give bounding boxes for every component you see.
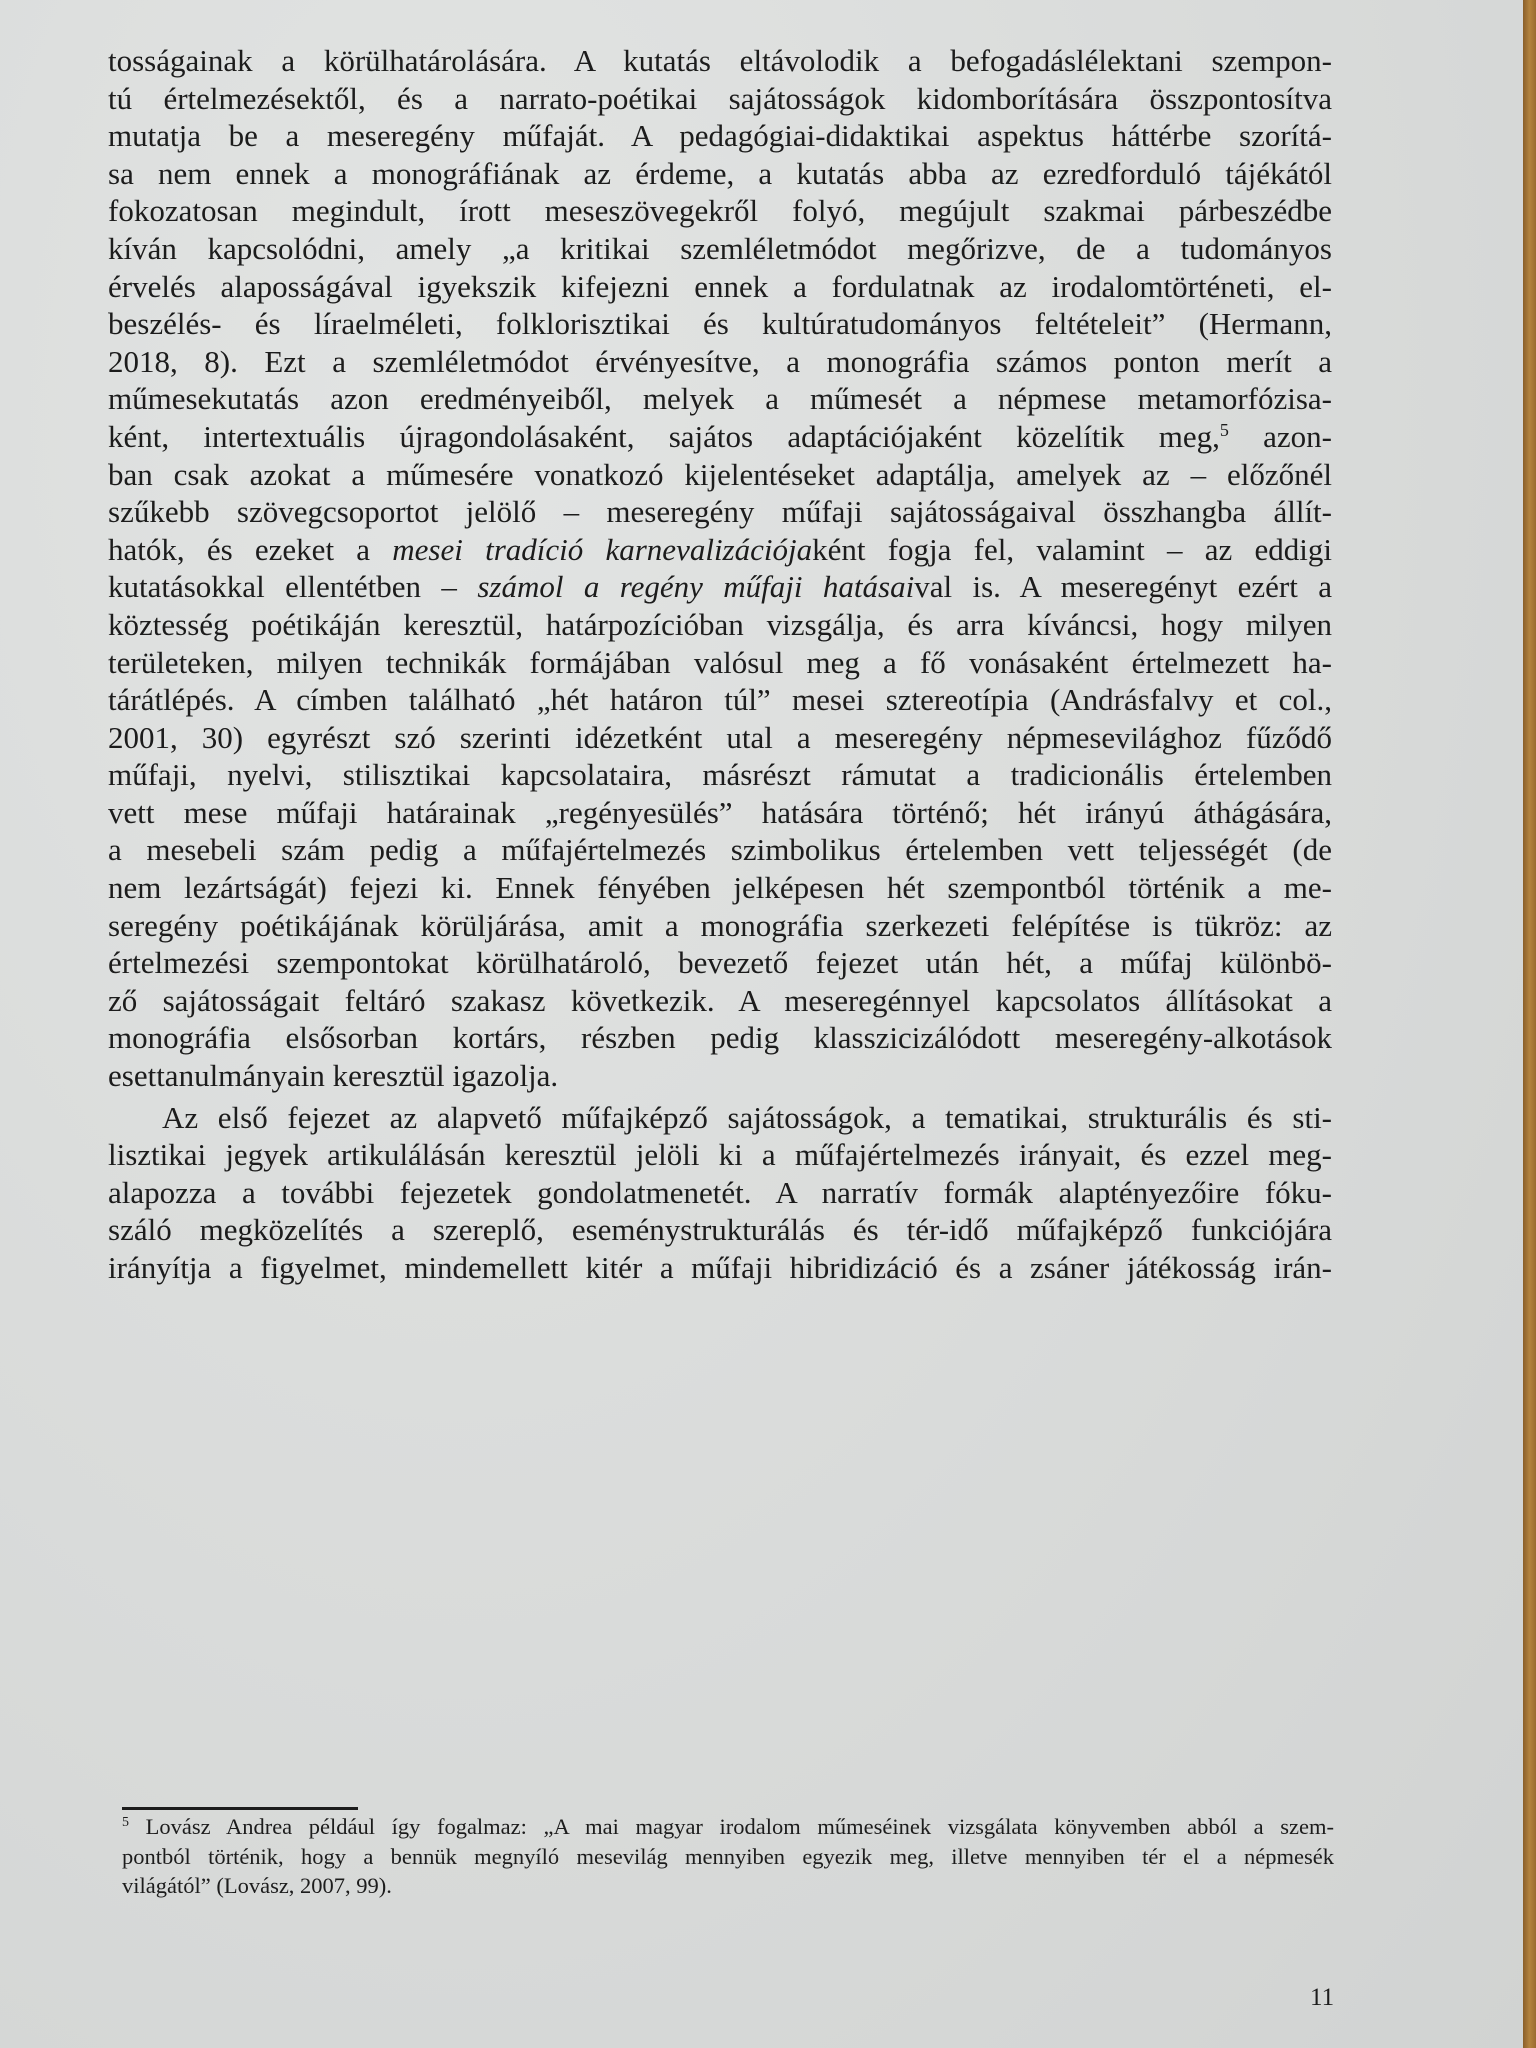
text-line: műfaji, nyelvi, stilisztikai kapcsolataira, másrészt rámutat a tradicionális értelemben <box>108 757 1332 793</box>
text-segment: azon- <box>1228 418 1333 454</box>
italic-term: mesei tradíció karnevalizációja <box>392 531 813 567</box>
footnote <box>122 1812 1334 1901</box>
text-line: kíván kapcsolódni, amely „a kritikai szemléletmódot megőrizve, de a tudományos <box>108 230 1332 266</box>
text-line: mutatja be a meseregény műfaját. A pedagógiai-didaktikai aspektus háttérbe szorítá- <box>108 118 1332 154</box>
text-segment: Lovász Andrea például így fogalmaz: „A mai magyar irodalom műmeséinek vizsgálata könyvemben abból a szem- <box>145 1814 1334 1839</box>
text-line: beszélés- és líraelméleti, folklorisztikai és kultúratudományos feltételeit” (Hermann, <box>108 306 1332 342</box>
text-segment: ként, intertextuális újragondolásaként, sajátos adaptációjaként közelítik meg, <box>108 418 1220 454</box>
text-line: ban csak azokat a műmesére vonatkozó kijelentéseket adaptálja, amelyek az – előzőnél <box>108 456 1332 492</box>
page-number: 11 <box>1310 1984 1335 2011</box>
text-line: tosságainak a körülhatárolására. A kutatás eltávolodik a befogadáslélektani szempon- <box>108 43 1332 78</box>
footnote-line: világától” (Lovász, 2007, 99). <box>122 1873 392 1898</box>
footnote-reference[interactable]: 5 <box>1219 419 1229 440</box>
text-line: műmesekutatás azon eredményeiből, melyek a műmesét a népmese metamorfózisa- <box>108 381 1332 417</box>
footnote-line <box>122 1812 1334 1842</box>
body-text <box>108 42 1332 1287</box>
text-line: esettanulmányain keresztül igazolja. <box>108 1058 559 1094</box>
text-line: szűkebb szövegcsoportot jelölő – meseregény műfaji sajátosságaival összhangba állít- <box>108 494 1332 530</box>
table-surface-edge <box>1523 0 1536 2048</box>
text-segment: val is. A meseregényt ezért a <box>914 569 1333 605</box>
text-line: fokozatosan megindult, írott meseszövegekről folyó, megújult szakmai párbeszédbe <box>108 193 1332 229</box>
text-line: sa nem ennek a monográfiának az érdeme, a kutatás abba az ezredforduló tájékától <box>108 155 1332 191</box>
footnote-separator <box>122 1807 358 1810</box>
text-line-with-italic <box>108 531 1332 569</box>
text-line: tú értelmezésektől, és a narrato-poétikai sajátosságok kidomborítására összpontosítva <box>108 80 1332 116</box>
text-line: alapozza a további fejezetek gondolatmenetét. A narratív formák alaptényezőire fóku- <box>108 1174 1332 1210</box>
text-line: a mesebeli szám pedig a műfajértelmezés szimbolikus értelemben vett teljességét (de <box>108 832 1332 868</box>
text-line: 2018, 8). Ezt a szemléletmódot érvényesítve, a monográfia számos ponton merít a <box>108 343 1332 379</box>
text-line: ző sajátosságait feltáró szakasz következik. A meseregénnyel kapcsolatos állításokat a <box>108 982 1332 1018</box>
text-segment: kutatásokkal ellentétben – <box>108 569 478 605</box>
text-line: irányítja a figyelmet, mindemellett kitér a műfaji hibridizáció és a zsáner játékosság irán- <box>108 1250 1332 1285</box>
text-line: köztesség poétikáján keresztül, határpozícióban vizsgálja, és arra kíváncsi, hogy milyen <box>108 606 1332 642</box>
text-segment: hatók, és ezeket a <box>108 531 393 567</box>
italic-term: számol a regény műfaji hatásai <box>477 569 915 605</box>
text-line: vett mese műfaji határainak „regényesülés” hatására történő; hét irányú áthágására, <box>108 794 1332 830</box>
text-line: értelmezési szempontokat körülhatároló, bevezető fejezet után hét, a műfaj különbö- <box>108 945 1332 981</box>
text-line-with-italic <box>108 568 1332 606</box>
text-line: Az első fejezet az alapvető műfajképző sajátosságok, a tematikai, strukturális és sti- <box>162 1099 1332 1135</box>
footnote-number: 5 <box>122 1815 129 1830</box>
text-line: monográfia elsősorban kortárs, részben pedig klasszicizálódott meseregény-alkotások <box>108 1020 1332 1056</box>
text-line: érvelés alaposságával igyekszik kifejezni ennek a fordulatnak az irodalomtörténeti, el- <box>108 268 1332 304</box>
text-line: lisztikai jegyek artikulálásán keresztül jelöli ki a műfajértelmezés irányait, és ezzel meg- <box>108 1137 1332 1173</box>
footnote-line: pontból történik, hogy a bennük megnyíló mesevilág mennyiben egyezik meg, illetve mennyiben tér el a népmesék <box>122 1843 1334 1869</box>
text-line-with-footnote-ref <box>108 418 1332 456</box>
text-line: tárátlépés. A címben található „hét határon túl” mesei sztereotípia (Andrásfalvy et col., <box>108 682 1332 718</box>
text-line: területeken, milyen technikák formájában valósul meg a fő vonásaként értelmezett ha- <box>108 644 1332 680</box>
text-line: seregény poétikájának körüljárása, amit a monográfia szerkezeti felépítése is tükröz: az <box>108 907 1332 943</box>
text-segment: ként fogja fel, valamint – az eddigi <box>812 531 1332 567</box>
text-line: nem lezártságát) fejezi ki. Ennek fényében jelképesen hét szempontból történik a me- <box>108 870 1332 906</box>
text-line: 2001, 30) egyrészt szó szerinti idézetként utal a meseregény népmesevilághoz fűződő <box>108 719 1332 755</box>
text-line: száló megközelítés a szereplő, eseménystrukturálás és tér-idő műfajképző funkciójára <box>108 1212 1332 1248</box>
